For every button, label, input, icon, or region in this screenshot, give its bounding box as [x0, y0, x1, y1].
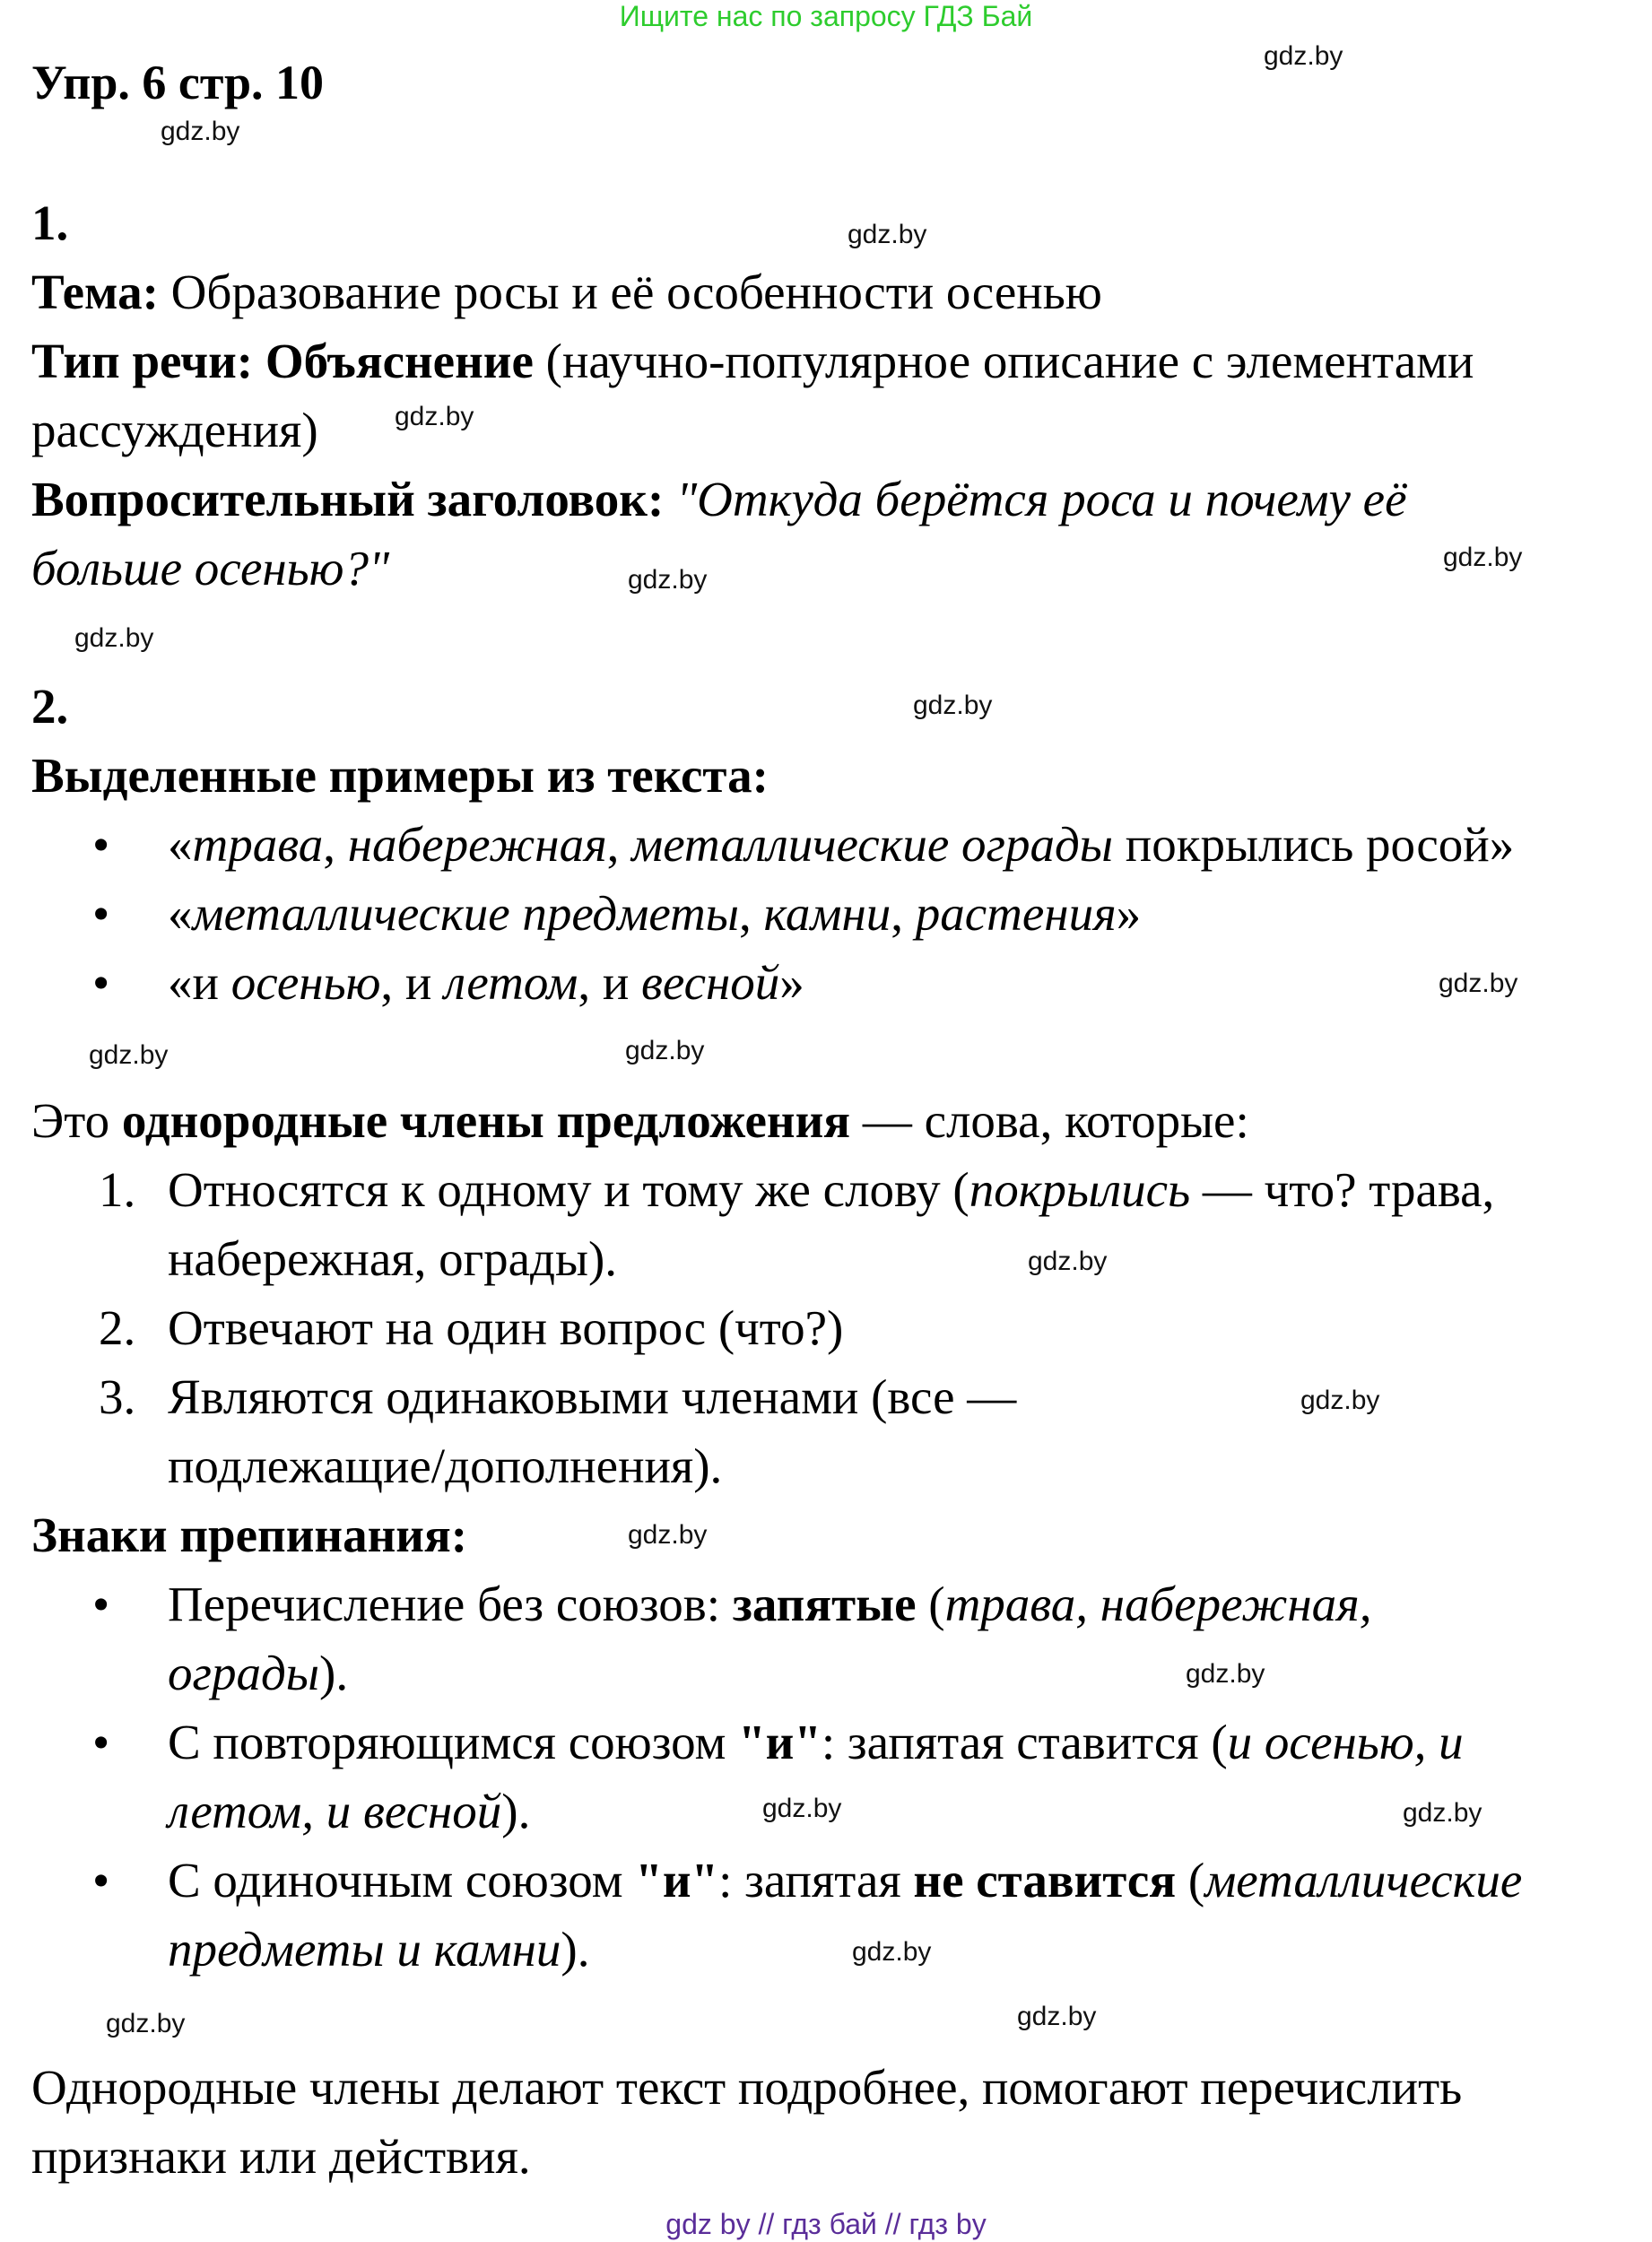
- speech-type-line-2: рассуждения): [31, 403, 318, 457]
- footer-links[interactable]: gdz by // гдз бай // гдз by: [665, 2208, 987, 2240]
- section-2-number: 2.: [31, 679, 69, 734]
- watermark: gdz.by: [1186, 1659, 1265, 1689]
- intro-line: Это однородные члены предложения — слова, которые:: [31, 1093, 1249, 1148]
- conclusion-2: признаки или действия.: [31, 2129, 531, 2184]
- question-title-line: Вопросительный заголовок: "Откуда берётся роса и почему её: [31, 472, 1407, 526]
- search-banner[interactable]: Ищите нас по запросу ГДЗ Бай: [619, 0, 1033, 32]
- punctuation-item-cont: летом, и весной).: [168, 1784, 531, 1838]
- watermark: gdz.by: [628, 565, 708, 595]
- bullet-icon: •: [92, 817, 110, 872]
- watermark: gdz.by: [161, 117, 240, 146]
- bullet-icon: •: [92, 1853, 110, 1907]
- bullet-icon: •: [92, 886, 110, 941]
- watermark: gdz.by: [74, 623, 154, 653]
- feature-item: 3. Являются одинаковыми членами (все —: [99, 1369, 1017, 1424]
- example-item: • «трава, набережная, металлические ограды покрылись росой»: [31, 810, 1628, 879]
- watermark: gdz.by: [852, 1937, 932, 1967]
- watermark: gdz.by: [628, 1520, 708, 1550]
- watermark: gdz.by: [89, 1040, 169, 1070]
- watermark: gdz.by: [395, 402, 474, 431]
- watermark: gdz.by: [1017, 2002, 1097, 2031]
- punctuation-item-cont: предметы и камни).: [168, 1922, 590, 1977]
- watermark: gdz.by: [1028, 1247, 1108, 1276]
- punctuation-item-cont: ограды).: [168, 1646, 349, 1700]
- watermark: gdz.by: [625, 1036, 705, 1065]
- watermark: gdz.by: [1443, 543, 1523, 572]
- answer-content: [31, 188, 1628, 2191]
- watermark: gdz.by: [762, 1794, 842, 1823]
- punctuation-item: • С повторяющимся союзом "и": запятая ставится (и осенью, и: [31, 1708, 1628, 1777]
- watermark: gdz.by: [848, 220, 927, 249]
- page-title: Упр. 6 стр. 10: [31, 56, 325, 109]
- punctuation-item: • С одиночным союзом "и": запятая не ставится (металлические: [31, 1846, 1628, 1915]
- watermark: gdz.by: [1439, 969, 1518, 998]
- bullet-icon: •: [92, 955, 110, 1010]
- feature-item: 1. Относятся к одному и тому же слову (покрылись — что? трава,: [99, 1162, 1495, 1217]
- feature-item-cont: подлежащие/дополнения).: [168, 1438, 723, 1493]
- watermark: gdz.by: [1403, 1798, 1482, 1828]
- example-item: • «и осенью, и летом, и весной»: [31, 948, 1628, 1017]
- punctuation-heading: Знаки препинания:: [31, 1508, 468, 1562]
- examples-heading: Выделенные примеры из текста:: [31, 748, 769, 803]
- feature-item-cont: набережная, ограды).: [168, 1231, 618, 1286]
- conclusion: Однородные члены делают текст подробнее, помогают перечислить: [31, 2060, 1463, 2115]
- watermark: gdz.by: [913, 691, 993, 720]
- question-title-line-2: больше осенью?": [31, 541, 390, 595]
- topic-line: Тема: Образование росы и её особенности осенью: [31, 265, 1102, 319]
- section-1-number: 1.: [31, 196, 69, 250]
- watermark: gdz.by: [1264, 41, 1343, 71]
- example-item: • «металлические предметы, камни, растения»: [31, 879, 1628, 948]
- watermark: gdz.by: [1300, 1386, 1380, 1415]
- bullet-icon: •: [92, 1577, 110, 1631]
- watermark: gdz.by: [106, 2009, 186, 2038]
- feature-item: 2. Отвечают на один вопрос (что?): [99, 1300, 844, 1355]
- punctuation-item: • Перечисление без союзов: запятые (трава, набережная,: [31, 1569, 1628, 1638]
- speech-type-line: Тип речи: Объяснение (научно-популярное описание с элементами: [31, 334, 1474, 388]
- bullet-icon: •: [92, 1715, 110, 1769]
